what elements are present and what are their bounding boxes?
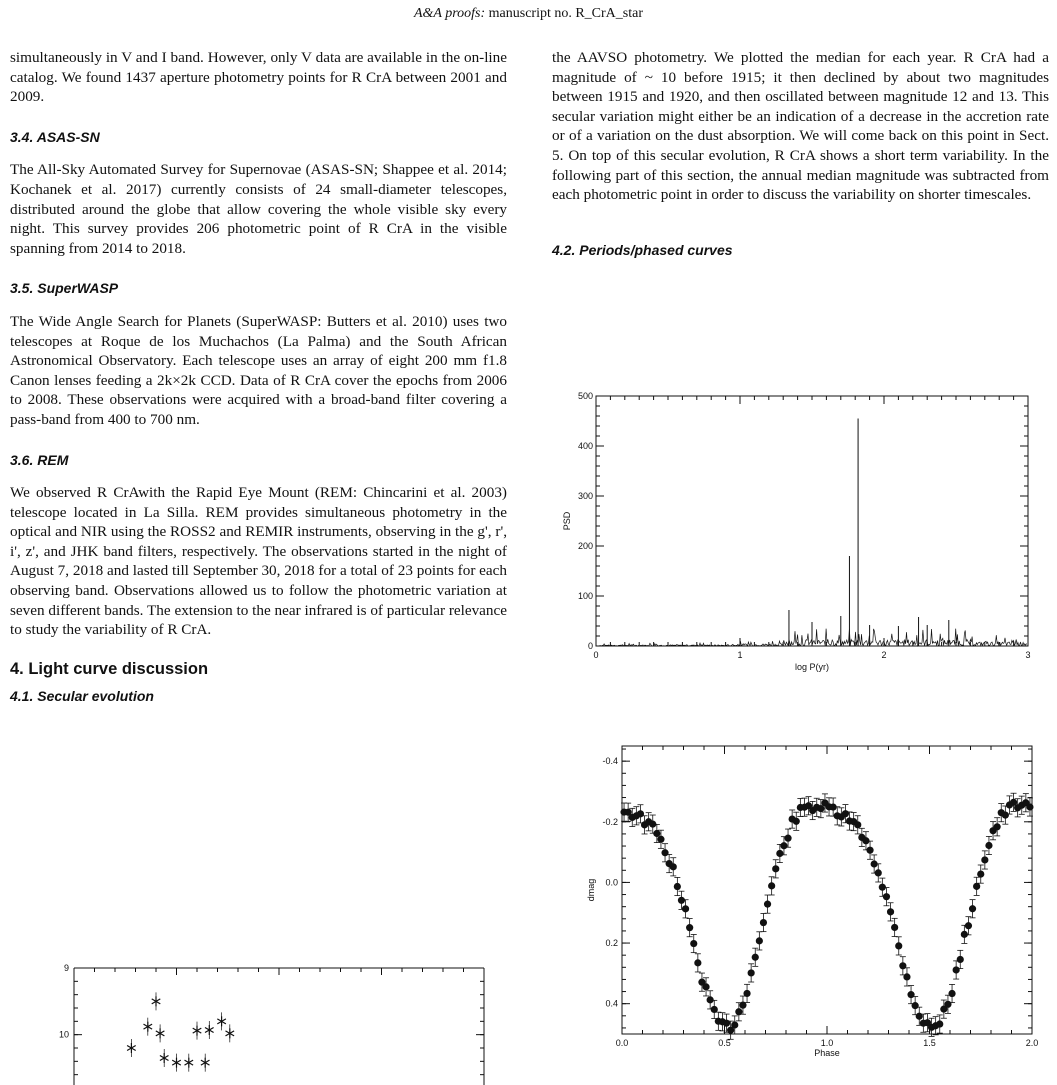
y-tick-label: 100 [577,591,593,601]
y-tick-label: 0.0 [605,877,618,888]
data-point [694,959,701,966]
data-point [682,905,689,912]
x-axis-label: log P(yr) [794,662,830,672]
x-tick-label: 0.0 [615,1038,629,1048]
psd-periodogram-chart [560,388,1050,688]
y-tick-label: 300 [577,491,593,501]
data-point [842,810,849,817]
data-point [752,954,759,961]
phased-light-curve-chart [560,738,1050,1073]
data-point [944,1001,951,1008]
subsection-heading-3-5: 3.5. SuperWASP [10,280,119,297]
data-point [899,962,906,969]
data-point [780,842,787,849]
x-tick-label: 3 [1025,650,1031,660]
data-point [977,870,984,877]
x-tick-label: 0.5 [718,1038,731,1048]
data-point [743,990,750,997]
data-point [948,990,955,997]
y-tick-label: 9 [63,963,69,973]
left-column [10,48,507,707]
star-marker [193,1022,202,1040]
right-column [552,48,1049,260]
data-point [702,983,709,990]
star-marker [201,1054,210,1072]
y-tick-label: 0.4 [605,998,618,1009]
data-point [854,821,861,828]
data-point [994,823,1001,830]
star-marker [217,1012,226,1030]
x-tick-label: 2.0 [1025,1038,1039,1048]
section-heading-4: 4. Light curve discussion [10,659,209,678]
star-marker [226,1024,235,1042]
data-point [731,1021,738,1028]
paragraph-secular: the AAVSO photometry. We plotted the median for each year. R CrA had a magnitude of ~ 10 before 1915; it then declined by about two magnitudes between 1915 and 1920, and then oscillated between magnitude 12 and 13. This secular variation might either be an indication of a decrease in the accretion rate or of a variation on the dust absorption. We will come back on this point in Sect. 5. On top of this secular evolution, R CrA shows a short term variability. In the following part of this section, the annual median magnitude was subtracted from each photometric point in order to discuss the variability on shorter timescales. [552,49,1049,204]
data-point [690,940,697,947]
data-point [1026,803,1033,810]
data-point [973,883,980,890]
y-tick-label: -0.4 [602,756,618,767]
journal-name: A&A proofs: [413,6,486,21]
data-point [686,924,693,931]
subsection-heading-4-2: 4.2. Periods/phased curves [552,241,733,258]
running-header [0,6,1057,22]
data-point [764,901,771,908]
psd-spectrum-line [599,629,1027,646]
data-point [953,966,960,973]
data-point [969,905,976,912]
data-point [756,937,763,944]
y-tick-label: 200 [577,541,593,551]
y-axis-label: dmag [586,878,596,902]
data-point [653,830,660,837]
paragraph-asas-sn: The All-Sky Automated Survey for Supernovae (ASAS-SN; Shappee et al. 2014; Kochanek et al. 2017) currently consists of 24 small-diameter telescopes, distributed around the globe that allow covering the whole visible sky every night. This survey provides 206 photometric point of R CrA in the visible spanning from 2014 to 2018. [10,161,507,257]
data-point [965,922,972,929]
data-point [1002,811,1009,818]
star-marker [185,1054,194,1072]
star-marker [144,1018,153,1036]
x-tick-label: 1.0 [820,1038,834,1048]
subsection-heading-3-6: 3.6. REM [10,451,69,468]
star-marker [152,992,161,1010]
data-point [866,847,873,854]
data-point [768,882,775,889]
star-marker [127,1039,136,1057]
x-axis-label: Phase [814,1048,840,1058]
data-point [891,924,898,931]
paragraph-rem: We observed R CrAwith the Rapid Eye Mount (REM: Chincarini et al. 2003) telescope located in La Silla. REM provides simultaneous photometry in the optical and NIR using the ROSS2 and REMIR instruments, observing in the g', r', i', z', and JHK band filters, respectively. The observations started in the night of August 7, 2018 and lasted till September 30, 2018 for a total of 23 points for each observing band. Observations allowed us to follow the photometric variation at seven different bands. The extension to the near infrared is of particular relevance to study the variability of R CrA. [10,484,507,639]
y-tick-label: 0.2 [605,938,618,949]
data-point [985,842,992,849]
x-tick-label: 1.5 [923,1038,936,1048]
star-marker [156,1024,165,1042]
data-point [678,897,685,904]
data-point [793,818,800,825]
data-point [907,991,914,998]
manuscript-id: manuscript no. R_CrA_star [488,6,644,21]
data-point [707,996,714,1003]
y-axis-label: PSD [562,511,572,531]
data-point [670,863,677,870]
secular-evolution-chart [30,960,500,1085]
y-tick-label: -0.2 [602,816,618,827]
star-marker [160,1049,169,1067]
data-point [776,850,783,857]
data-point [936,1020,943,1027]
plot-frame [596,396,1028,646]
paragraph-superwasp: The Wide Angle Search for Planets (SuperWASP: Butters et al. 2010) uses two telescopes at Roque de los Muchachos (La Palma) and the South African Astronomical Observatory. Each telescope uses an array of eight 200 mm f1.8 Canon lenses feeding a 2k×2k CCD. Data of R CrA cover the epochs from 2006 to 2008. These observations were acquired with a broad-band filter covering a pass-band from 400 to 700 nm. [10,312,507,428]
data-point [912,1002,919,1009]
data-point [981,856,988,863]
star-marker [205,1021,214,1039]
y-tick-label: 500 [577,391,593,401]
data-point [657,836,664,843]
data-point [784,835,791,842]
star-marker [172,1054,181,1072]
data-point [961,931,968,938]
data-point [661,849,668,856]
y-tick-label: 400 [577,441,593,451]
subsection-heading-4-1: 4.1. Secular evolution [10,688,154,705]
data-point [772,865,779,872]
data-point [748,969,755,976]
data-point [883,893,890,900]
y-tick-label: 10 [58,1029,69,1040]
data-point [674,883,681,890]
x-tick-label: 1 [737,650,743,660]
y-tick-label: 0 [587,641,593,651]
data-point [957,956,964,963]
data-point [637,810,644,817]
data-point [895,942,902,949]
data-point [903,973,910,980]
data-point [875,869,882,876]
data-point [760,919,767,926]
plot-frame [622,746,1032,1034]
data-point [887,908,894,915]
data-point [723,1020,730,1027]
subsection-heading-3-4: 3.4. ASAS-SN [10,128,100,145]
x-tick-label: 2 [881,650,887,660]
x-tick-label: 0 [593,650,599,660]
paragraph-continued: simultaneously in V and I band. However, only V data are available in the on-line catalog. We found 1437 aperture photometry points for R CrA between 2001 and 2009. [10,49,507,106]
